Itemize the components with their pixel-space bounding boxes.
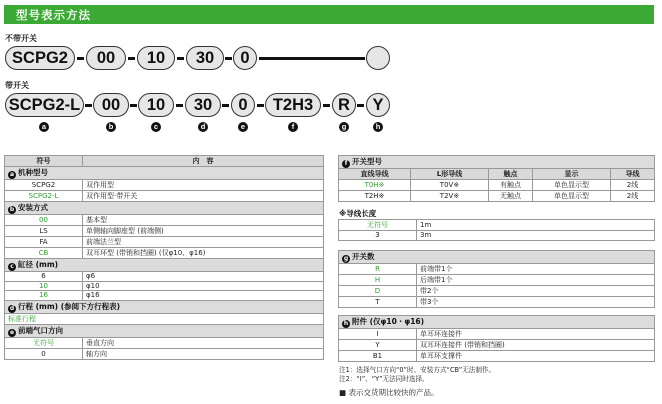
dash	[323, 104, 330, 107]
table-row: 6 φ6	[5, 272, 324, 282]
header-l-lead: L形导线	[411, 169, 489, 180]
accessory-table	[338, 315, 655, 362]
group-h-title: h 附件 (仅φ10・φ16)	[339, 316, 655, 329]
dash	[176, 104, 183, 107]
table-row: H 后端带1个	[339, 275, 655, 286]
table-row: 16 φ16	[5, 291, 324, 301]
code-accessory: Y	[366, 93, 390, 117]
group-f-title: f 开关型号	[339, 156, 655, 169]
table-row: 3 3m	[339, 231, 655, 241]
code-mounting: 00	[93, 93, 129, 117]
header-symbol: 符号	[5, 156, 83, 167]
header-straight-lead: 直线导线	[339, 169, 411, 180]
table-row: 无符号 垂直方向	[5, 337, 324, 348]
code-port: 0	[231, 93, 255, 117]
dash	[177, 57, 184, 60]
dash	[225, 57, 232, 60]
group-c-title: c 缸径 (mm)	[5, 259, 324, 272]
lead-length-title: ※导线长度	[339, 209, 377, 218]
table-row: 标准行程	[5, 313, 324, 324]
table-row: T2H※ T2V※ 无触点 单色显示型 2线	[339, 191, 655, 202]
note-2: 注2：“I”、“Y”无法同时选择。	[339, 374, 429, 383]
table-row: 无符号 1m	[339, 220, 655, 231]
label-with-switch: 带开关	[5, 81, 29, 90]
continuation-line	[259, 57, 365, 60]
table-row: T 带3个	[339, 297, 655, 308]
code-bore: 10	[137, 46, 175, 70]
dash	[85, 104, 92, 107]
table-row: 00 基本型	[5, 215, 324, 226]
marker-a: a	[39, 122, 49, 132]
code-stroke: 30	[185, 93, 221, 117]
marker-g: g	[339, 122, 349, 132]
group-g-title: g 开关数	[339, 251, 655, 264]
marker-f: f	[288, 122, 298, 132]
table-row: LS 单侧轴向脚座型 (前端侧)	[5, 226, 324, 237]
code-stroke: 30	[186, 46, 224, 70]
table-row: R 前端带1个	[339, 264, 655, 275]
table-row: SCPG2-L 双作用型·带开关	[5, 191, 324, 202]
page-title: 型号表示方法	[16, 8, 91, 22]
switch-table	[338, 155, 655, 202]
marker-b: b	[106, 122, 116, 132]
table-row: 0 轴方向	[5, 348, 324, 359]
table-row: D 带2个	[339, 286, 655, 297]
left-spec-table	[4, 155, 324, 360]
dash	[257, 104, 264, 107]
dash	[77, 57, 84, 60]
table-row: I 单耳环连接件	[339, 329, 655, 340]
table-row: SCPG2 双作用型	[5, 180, 324, 191]
code-switch-qty: R	[332, 93, 356, 117]
table-row: B1 单耳环支撑件	[339, 351, 655, 362]
code-port: 0	[233, 46, 257, 70]
note-1: 注1：选择气口方向“0”时、安装方式“CB”无法制作。	[339, 366, 496, 374]
code-bore: 10	[138, 93, 174, 117]
marker-h: h	[373, 122, 383, 132]
title-bar	[4, 5, 654, 24]
dash	[130, 104, 137, 107]
marker-e: e	[238, 122, 248, 132]
dash	[222, 104, 229, 107]
marker-d: d	[198, 122, 208, 132]
header-wires: 导线	[611, 169, 655, 180]
code-empty	[366, 46, 390, 70]
group-d-title: d 行程 (mm) (参阅下方行程表)	[5, 300, 324, 313]
group-b-title: b 安装方式	[5, 202, 324, 215]
dash	[357, 104, 364, 107]
table-row: CB 双耳环型 (带销和挡圈) (仅φ10、φ16)	[5, 248, 324, 259]
header-display: 显示	[533, 169, 611, 180]
dash	[128, 57, 135, 60]
table-row: 10 φ10	[5, 281, 324, 291]
fast-delivery-footnote: ■ 表示交货期比较快的产品。	[339, 388, 439, 397]
code-series: SCPG2	[5, 46, 75, 70]
header-contact: 触点	[489, 169, 533, 180]
marker-c: c	[151, 122, 161, 132]
group-e-title: e 前端气口方向	[5, 324, 324, 337]
code-series: SCPG2-L	[5, 93, 84, 117]
group-a-title: a 机种型号	[5, 167, 324, 180]
table-row: FA 前端法兰型	[5, 237, 324, 248]
table-row: T0H※ T0V※ 有触点 单色显示型 2线	[339, 180, 655, 191]
header-content: 内 容	[83, 156, 324, 167]
code-switch: T2H3	[265, 93, 321, 117]
switch-qty-table	[338, 250, 655, 308]
label-no-switch: 不带开关	[5, 34, 37, 43]
table-row: Y 双耳环连接件 (带销和挡圈)	[339, 340, 655, 351]
notes	[339, 366, 495, 383]
lead-length-table	[338, 219, 655, 241]
code-mounting: 00	[86, 46, 126, 70]
